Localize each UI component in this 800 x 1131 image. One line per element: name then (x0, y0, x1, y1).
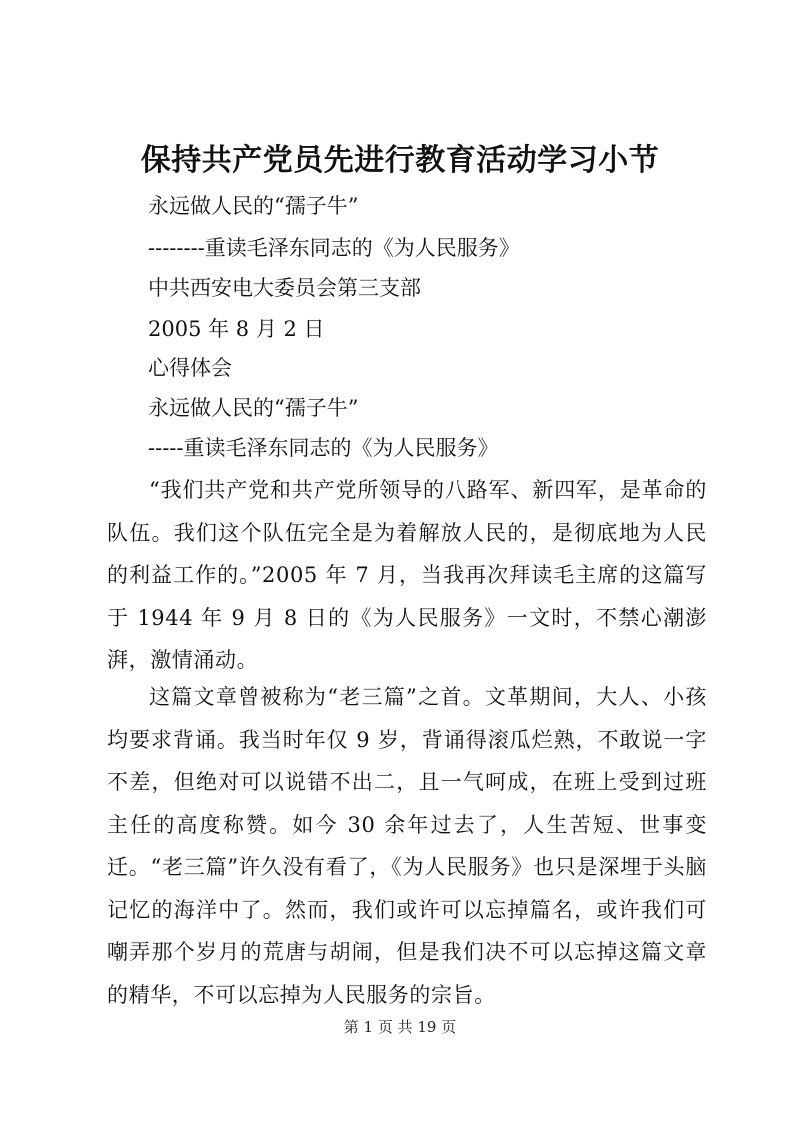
repeated-subtitle-line: 永远做人民的“孺子牛” (148, 396, 359, 420)
section-label: 心得体会 (148, 356, 232, 380)
document-title: 保持共产党员先进行教育活动学习小节 (140, 143, 660, 178)
body-paragraph: “我们共产党和共产党所领导的八路军、新四军，是革命的队伍。我们这个队伍完全是为着解放人民的，是彻底地为人民的利益工作的。”2005 年 7 月，当我再次拜读毛主席的这篇写于 1944 年 9 月 8 日的《为人民服务》一文时，不禁心潮澎湃，激情涌动。 (107, 478, 707, 672)
subtitle-reference-line: --------重读毛泽东同志的《为人民服务》 (148, 236, 520, 260)
date-line: 2005 年 8 月 2 日 (148, 317, 325, 341)
subtitle-line: 永远做人民的“孺子牛” (148, 194, 359, 218)
organization-line: 中共西安电大委员会第三支部 (148, 276, 421, 300)
repeated-reference-line: -----重读毛泽东同志的《为人民服务》 (148, 436, 499, 460)
body-paragraph: 这篇文章曾被称为“老三篇”之首。文革期间，大人、小孩均要求背诵。我当时年仅 9 岁，背诵得滚瓜烂熟，不敢说一字不差，但绝对可以说错不出二，且一气呵成，在班上受到过班主任的高度称赞。如今 30 余年过去了，人生苦短、世事变迁。“老三篇”许久没有看了，《为人民服务》也只是深埋于头脑记忆的海洋中了。然而，我们或许可以忘掉篇名，或许我们可嘲弄那个岁月的荒唐与胡闹，但是我们决不可以忘掉这篇文章的精华，不可以忘掉为人民服务的宗旨。 (107, 685, 707, 1007)
page-number-footer: 第 1 页 共 19 页 (343, 1018, 457, 1036)
